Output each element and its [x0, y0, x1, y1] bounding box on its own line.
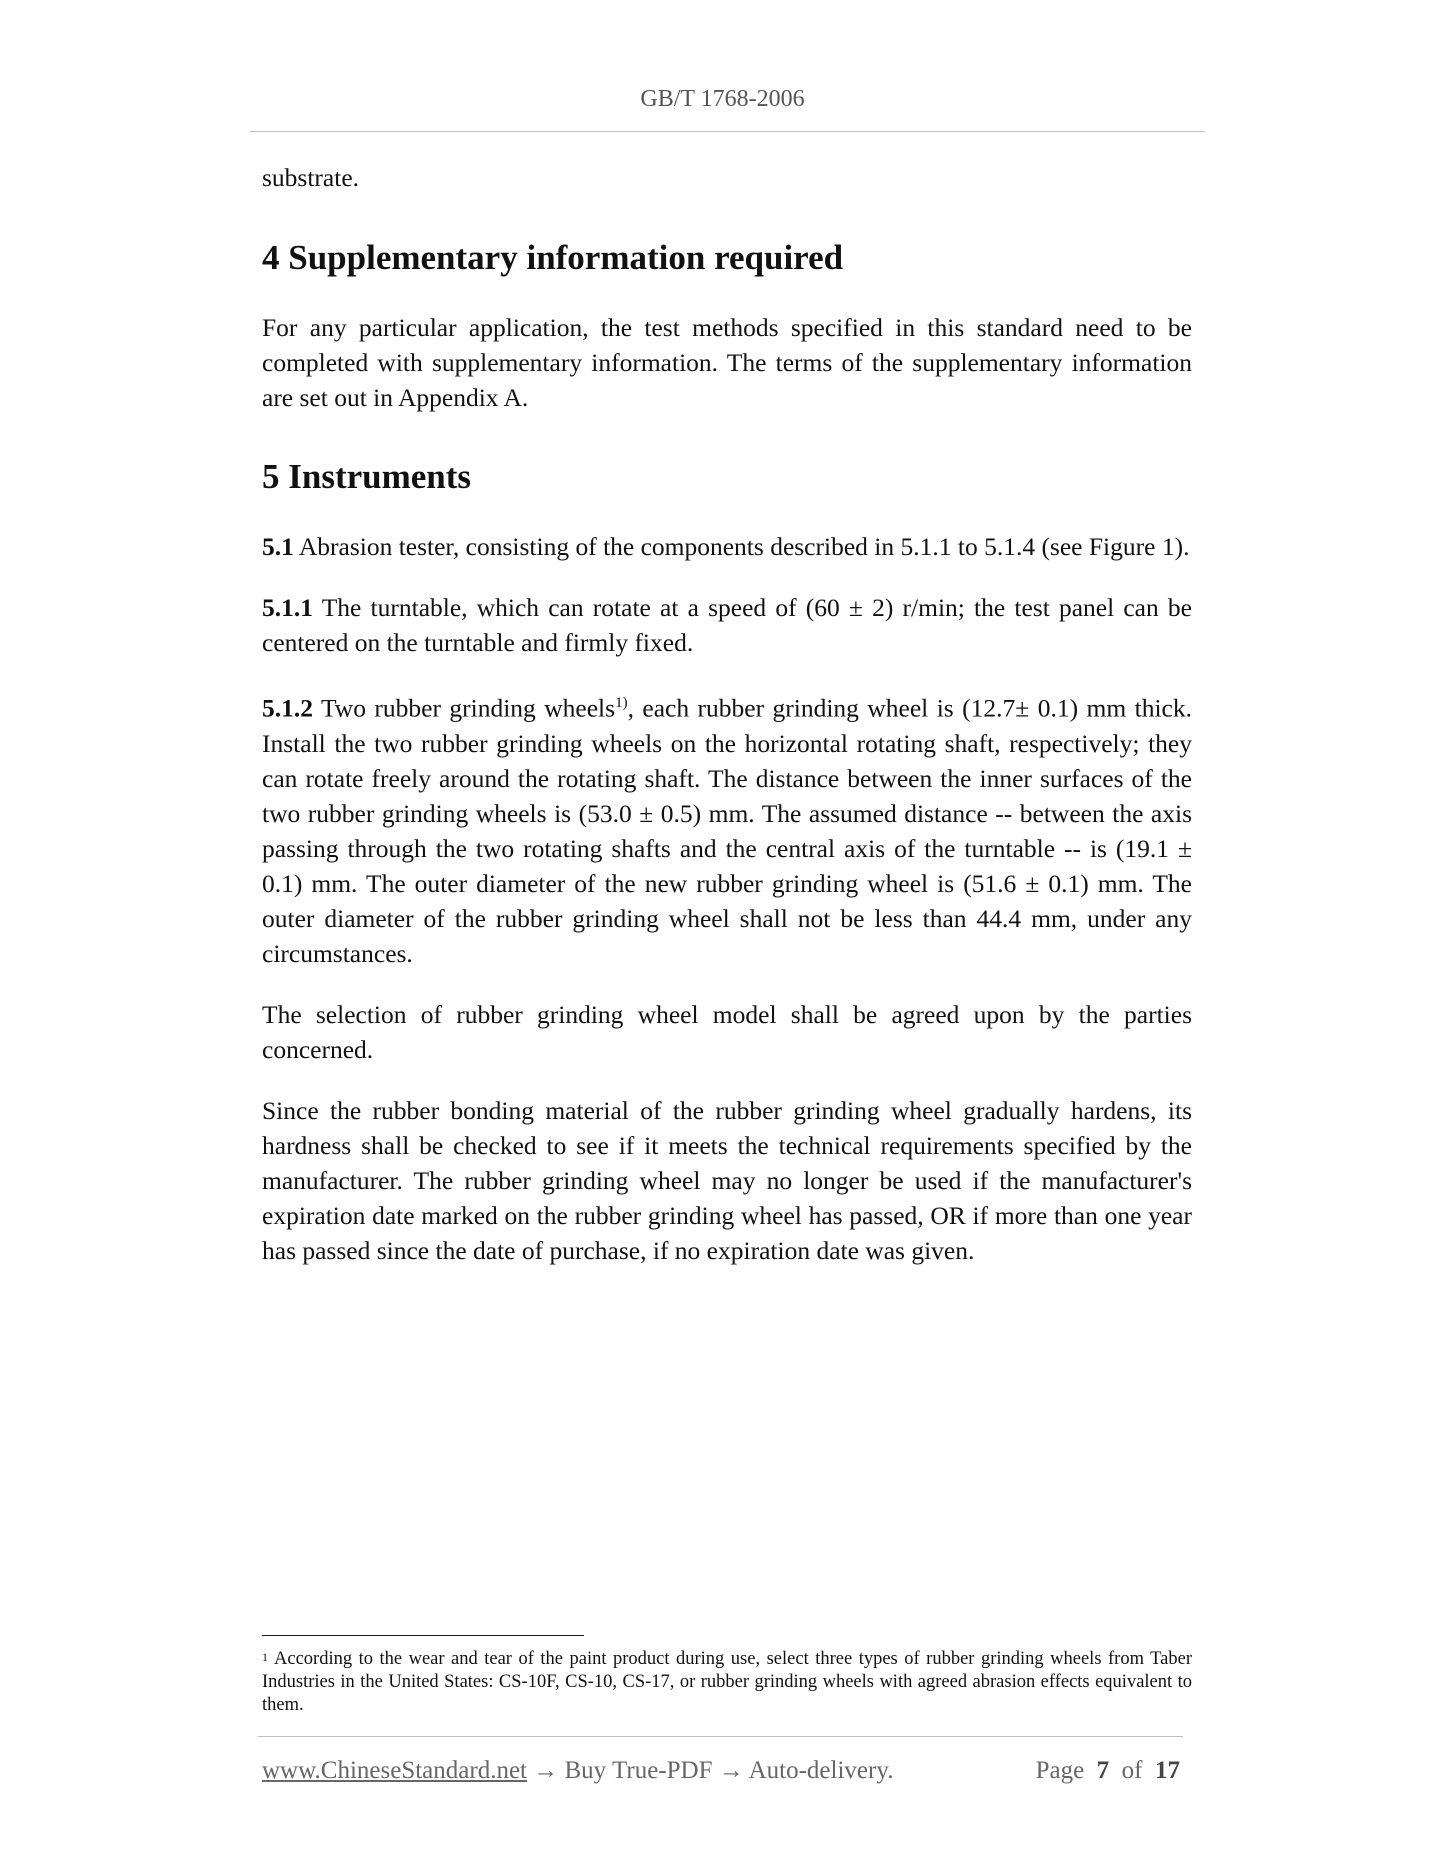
page-footer	[262, 1757, 1180, 1785]
clause-5-1-text: Abrasion tester, consisting of the components described in 5.1.1 to 5.1.4 (see Figure 1).	[293, 532, 1190, 561]
footnote-text: According to the wear and tear of the paint product during use, select three types of rubber grinding wheels from Taber Industries in the United States: CS-10F, CS-10, CS-17, or rubber grinding wheels with agreed abrasion effects equivalent to them.	[262, 1649, 1192, 1715]
site-link[interactable]: www.ChineseStandard.net	[262, 1757, 527, 1784]
clause-5-1-number: 5.1	[262, 532, 294, 561]
clause-5-1-2	[262, 686, 1192, 971]
clause-5-1-2-text-a: Two rubber grinding wheels	[313, 693, 616, 723]
page-content	[262, 160, 1192, 1268]
page-label: Page	[1035, 1757, 1085, 1784]
footnote-marker: 1	[262, 1650, 268, 1664]
section-4-heading: 4 Supplementary information required	[262, 238, 844, 277]
footnote	[262, 1648, 1192, 1717]
clause-5-1-2-text-b: , each rubber grinding wheel is (12.7± 0.1) mm thick. Install the two rubber grinding wheels on the horizontal rotating shaft, respectively; they can rotate freely around the rotating shaft. The distance between the inner surfaces of the two rubber grinding wheels is (53.0 ± 0.5) mm. The assumed distance -- between the axis passing through the two rotating shafts and the central axis of the turntable -- is (19.1 ± 0.1) mm. The outer diameter of the new rubber grinding wheel is (51.6 ± 0.1) mm. The outer diameter of the rubber grinding wheel shall not be less than 44.4 mm, under any circumstances.	[262, 693, 1193, 968]
continuation-text: substrate.	[262, 163, 360, 192]
page-indicator	[1036, 1757, 1180, 1785]
selection-paragraph: The selection of rubber grinding wheel model shall be agreed upon by the parties concerned.	[262, 999, 1192, 1064]
footer-divider	[258, 1736, 1183, 1737]
clause-5-1	[262, 529, 1192, 564]
clause-5-1-1-text: The turntable, which can rotate at a speed of (60 ± 2) r/min; the test panel can be centered on the turntable and firmly fixed.	[262, 593, 1192, 657]
of-label: of	[1121, 1757, 1143, 1784]
header-divider	[250, 131, 1205, 132]
clause-5-1-1-number: 5.1.1	[262, 593, 313, 622]
hardness-paragraph: Since the rubber bonding material of the rubber grinding wheel gradually hardens, its hardness shall be checked to see if it meets the technical requirements specified by the manufacturer. The rubber grinding wheel may no longer be used if the manufacturer's expiration date marked on the rubber grinding wheel has passed, OR if more than one year has passed since the date of purchase, if no expiration date was given.	[262, 1095, 1192, 1265]
section-5-heading: 5 Instruments	[262, 457, 472, 496]
clause-5-1-1	[262, 590, 1192, 660]
section-4-paragraph: For any particular application, the test methods specified in this standard need to be completed with supplementary information. The terms of the supplementary information are set out in Appendix A.	[262, 313, 1192, 412]
footnote-divider	[262, 1635, 584, 1636]
footer-tagline: → Buy True-PDF → Auto-delivery.	[527, 1757, 894, 1784]
page-total: 17	[1155, 1757, 1180, 1784]
running-header: GB/T 1768-2006	[640, 86, 805, 112]
page-current: 7	[1096, 1757, 1110, 1784]
clause-5-1-2-number: 5.1.2	[262, 693, 313, 723]
footnote-reference: 1)	[615, 695, 628, 711]
